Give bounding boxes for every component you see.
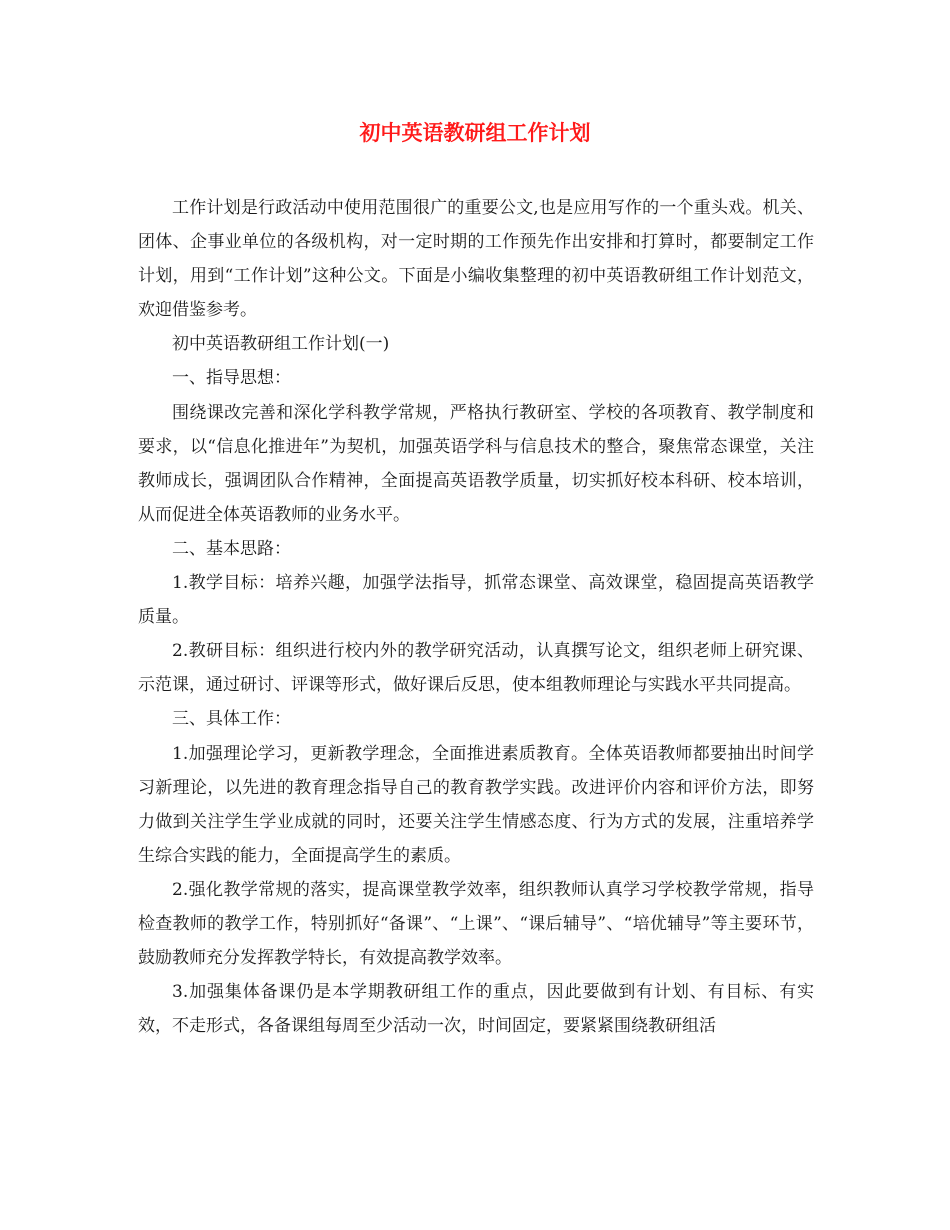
paragraph-work-item-3: 3.加强集体备课仍是本学期教研组工作的重点，因此要做到有计划、有目标、有实效，不走形式，各备课组每周至少活动一次，时间固定，要紧紧围绕教研组活 [138,982,814,1037]
paragraph-research-goal: 2.教研目标：组织进行校内外的教学研究活动，认真撰写论文，组织老师上研究课、示范课，通过研讨、评课等形式，做好课后反思，使本组教师理论与实践水平共同提高。 [138,641,814,696]
section-heading-guiding-ideology: 一、指导思想： [172,368,291,389]
document-title: 初中英语教研组工作计划 [359,120,591,145]
intro-paragraph: 工作计划是行政活动中使用范围很广的重要公文,也是应用写作的一个重头戏。机关、团体、企事业单位的各级机构，对一定时期的工作预先作出安排和打算时，都要制定工作计划，用到“工作计划”这种公文。下面是小编收集整理的初中英语教研组工作计划范文，欢迎借鉴参考。 [138,198,814,321]
document-body [138,191,814,1043]
paragraph-work-item-1: 1.加强理论学习，更新教学理念，全面推进素质教育。全体英语教师都要抽出时间学习新理论，以先进的教育理念指导自己的教育教学实践。改进评价内容和评价方法，即努力做到关注学生学业成就的同时，还要关注学生情感态度、行为方式的发展，注重培养学生综合实践的能力，全面提高学生的素质。 [138,743,814,866]
paragraph-work-item-2: 2.强化教学常规的落实，提高课堂教学效率，组织教师认真学习学校教学常规，指导检查教师的教学工作，特别抓好“备课”、“上课”、“课后辅导”、“培优辅导”等主要环节，鼓励教师充分发挥教学特长，有效提高教学效率。 [138,879,814,969]
paragraph-teaching-goal: 1.教学目标：培养兴趣，加强学法指导，抓常态课堂、高效课堂，稳固提高英语教学质量。 [138,573,814,628]
paragraph-guiding-ideology: 围绕课改完善和深化学科教学常规，严格执行教研室、学校的各项教育、教学制度和要求，以“信息化推进年”为契机，加强英语学科与信息技术的整合，聚焦常态课堂，关注教师成长，强调团队合作精神，全面提高英语教学质量，切实抓好校本科研、校本培训，从而促进全体英语教师的业务水平。 [138,402,814,525]
section-heading-basic-approach: 二、基本思路： [172,538,291,559]
section-heading-specific-work: 三、具体工作： [172,709,291,730]
section-heading-plan-one: 初中英语教研组工作计划(一) [172,334,390,355]
